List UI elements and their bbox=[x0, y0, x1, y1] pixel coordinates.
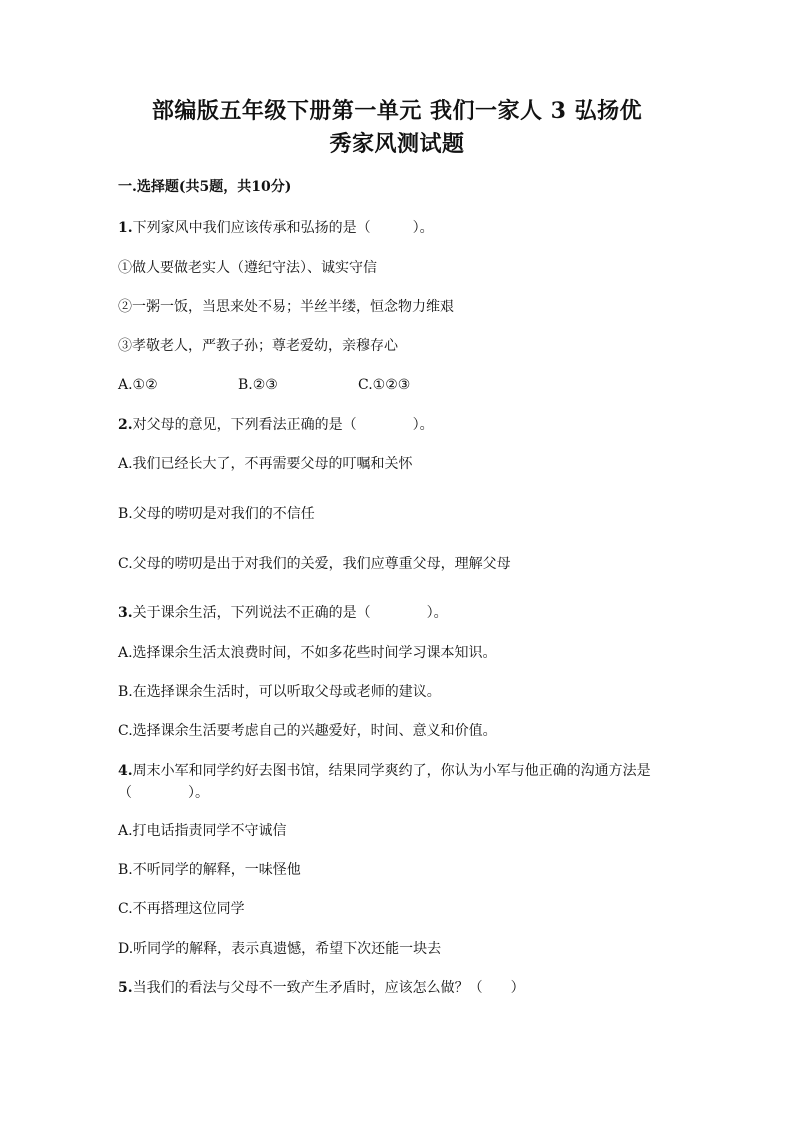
question-2-option-a[interactable]: A.我们已经长大了，不再需要父母的叮嘱和关怀 bbox=[118, 456, 413, 472]
question-1-stem bbox=[118, 218, 434, 238]
question-1-option-b[interactable]: B.②③ bbox=[238, 377, 278, 393]
question-4-stem bbox=[118, 760, 718, 804]
question-4-text: 周末小军和同学约好去图书馆，结果同学爽约了，你认为小军与他正确的沟通方法是（ ）。 bbox=[118, 763, 651, 801]
question-1-option-a[interactable]: A.①② bbox=[118, 377, 158, 393]
question-2-stem bbox=[118, 415, 434, 435]
question-3-option-b[interactable]: B.在选择课余生活时，可以听取父母或老师的建议。 bbox=[118, 684, 441, 700]
question-3-stem bbox=[118, 603, 448, 623]
question-1-text: 下列家风中我们应该传承和弘扬的是（ ）。 bbox=[132, 220, 434, 236]
question-2-option-c[interactable]: C.父母的唠叨是出于对我们的关爱，我们应尊重父母，理解父母 bbox=[118, 556, 511, 572]
exam-title-line2: 秀家风测试题 bbox=[329, 131, 465, 157]
question-5-text: 当我们的看法与父母不一致产生矛盾时，应该怎么做？（ ） bbox=[132, 980, 525, 996]
section-heading: 一.选择题(共5题，共10分) bbox=[118, 179, 292, 195]
question-5-stem bbox=[118, 978, 525, 998]
question-1-item-3: ③孝敬老人，严教子孙；尊老爱幼，亲穆存心 bbox=[118, 338, 398, 354]
question-1-number: 1. bbox=[118, 220, 133, 236]
exam-title-line1: 部编版五年级下册第一单元 我们一家人 3 弘扬优 bbox=[151, 98, 643, 124]
question-4-option-a[interactable]: A.打电话指责同学不守诚信 bbox=[118, 823, 287, 839]
question-2-number: 2. bbox=[118, 417, 133, 433]
question-4-number: 4. bbox=[118, 763, 133, 779]
question-1-option-c[interactable]: C.①②③ bbox=[358, 377, 411, 393]
question-3-option-a[interactable]: A.选择课余生活太浪费时间，不如多花些时间学习课本知识。 bbox=[118, 645, 497, 661]
question-3-option-c[interactable]: C.选择课余生活要考虑自己的兴趣爱好，时间、意义和价值。 bbox=[118, 723, 497, 739]
question-4-option-b[interactable]: B.不听同学的解释，一味怪他 bbox=[118, 862, 301, 878]
question-3-number: 3. bbox=[118, 605, 133, 621]
exam-title bbox=[100, 95, 694, 161]
question-1-item-2: ②一粥一饭，当思来处不易；半丝半缕，恒念物力维艰 bbox=[118, 299, 454, 315]
question-2-option-b[interactable]: B.父母的唠叨是对我们的不信任 bbox=[118, 506, 315, 522]
question-3-text: 关于课余生活，下列说法不正确的是（ ）。 bbox=[132, 605, 448, 621]
question-4-option-d[interactable]: D.听同学的解释，表示真遗憾，希望下次还能一块去 bbox=[118, 941, 442, 957]
question-5-number: 5. bbox=[118, 980, 133, 996]
question-1-item-1: ①做人要做老实人（遵纪守法）、诚实守信 bbox=[118, 260, 377, 276]
question-2-text: 对父母的意见，下列看法正确的是（ ）。 bbox=[132, 417, 434, 433]
question-4-option-c[interactable]: C.不再搭理这位同学 bbox=[118, 901, 245, 917]
